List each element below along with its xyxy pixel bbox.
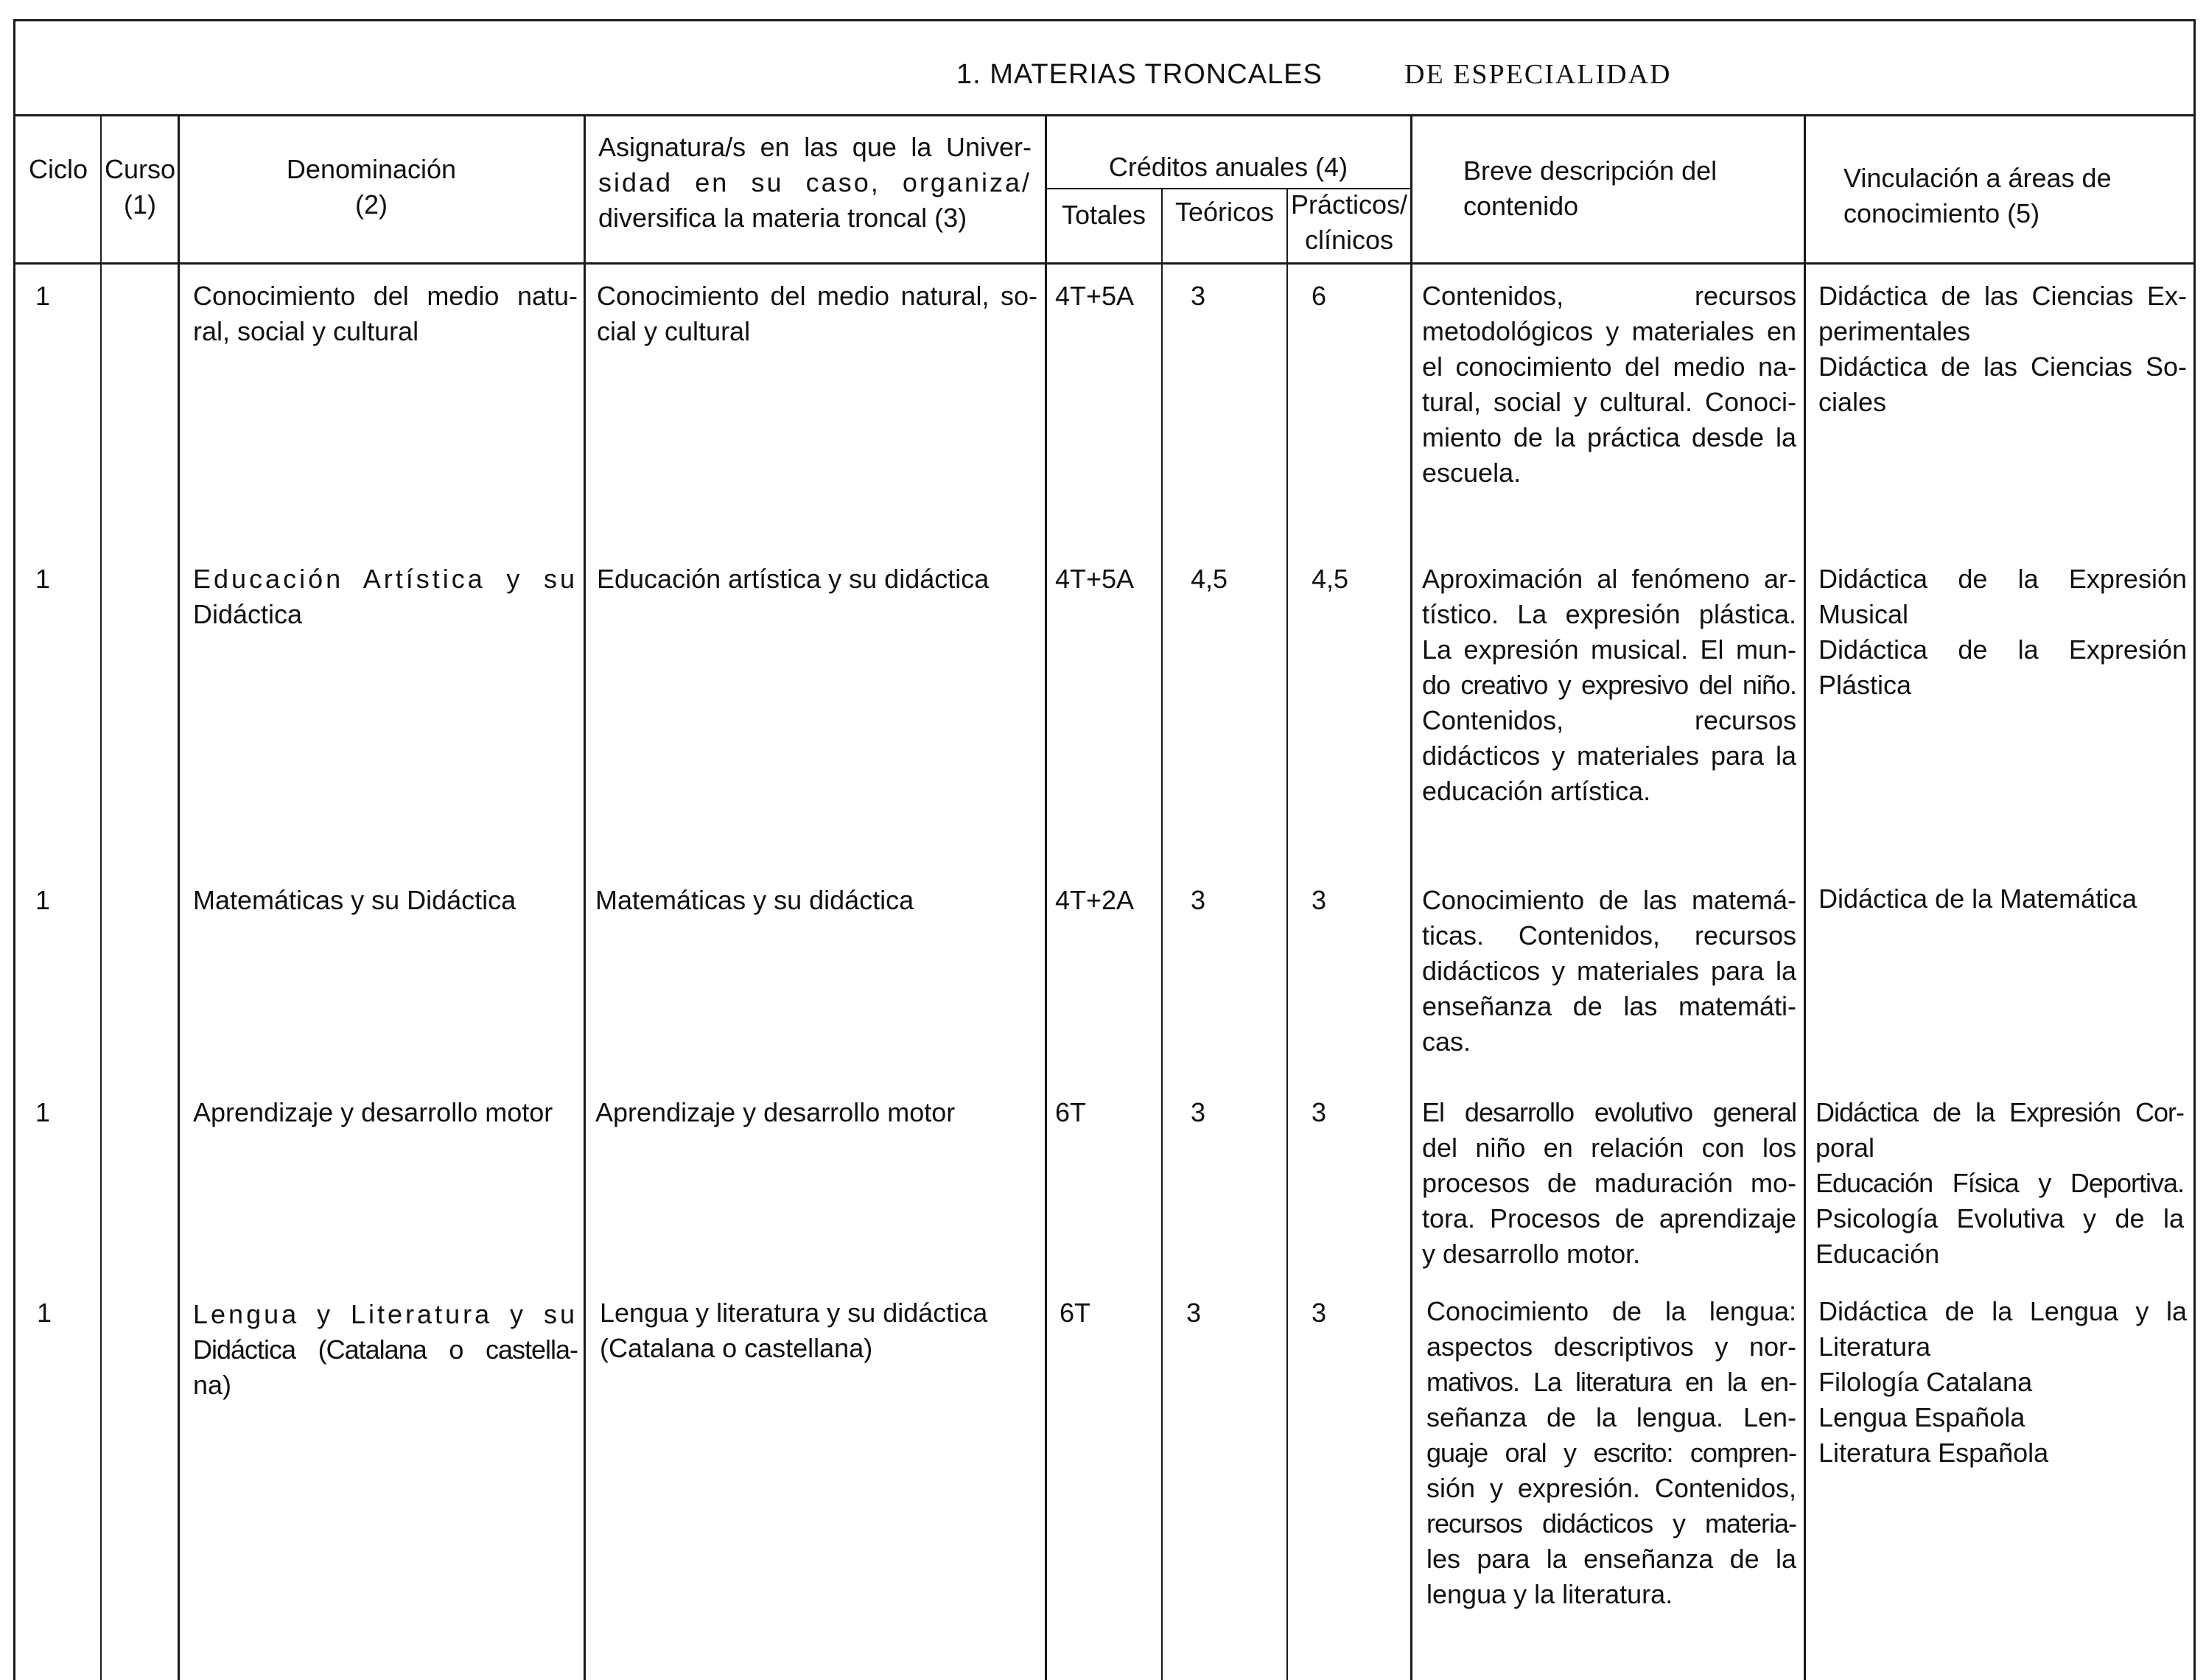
- table-title-main: 1. MATERIAS TRONCALES: [956, 59, 1323, 90]
- row-3-denominacion: [193, 883, 578, 918]
- row-4-descripcion: [1422, 1095, 1796, 1272]
- table-title: [956, 56, 1323, 93]
- row-4-descripcion-line-2: del niño en relación con los: [1422, 1133, 1796, 1163]
- row-3-denominacion-line-1: Matemáticas y su Didáctica: [193, 885, 517, 915]
- row-1-totales: 4T+5A: [1055, 281, 1135, 311]
- row-1-ciclo: 1: [35, 281, 51, 311]
- row-5-vinculacion-line-4: Lengua Española: [1818, 1402, 2025, 1432]
- col-divider-totales: [1161, 189, 1163, 1680]
- row-5-descripcion-line-6: sión y expresión. Contenidos,: [1426, 1473, 1796, 1503]
- col-divider-denominacion: [584, 116, 586, 1680]
- row-3-descripcion: [1422, 883, 1796, 1060]
- row-3-teoricos: 3: [1191, 885, 1206, 915]
- row-1-descripcion-line-2: metodológicos y materiales en: [1422, 316, 1796, 346]
- row-5-descripcion-line-7: recursos didácticos y materia-: [1426, 1508, 1796, 1539]
- header-bottom-border: [13, 262, 2196, 265]
- row-1-practicos: 6: [1312, 281, 1327, 311]
- header-ciclo: Ciclo: [28, 154, 88, 184]
- row-5-teoricos: 3: [1186, 1298, 1202, 1328]
- row-4-descripcion-line-3: procesos de maduración mo-: [1422, 1168, 1796, 1198]
- header-vinculacion-line-1: Vinculación a áreas de: [1843, 163, 2112, 193]
- row-1-descripcion-line-6: escuela.: [1422, 458, 1522, 488]
- row-2-vinculacion: [1818, 561, 2187, 703]
- row-4-denominacion: [193, 1095, 584, 1130]
- row-4-vinculacion-line-5: Educación: [1815, 1239, 1940, 1269]
- header-curso: [102, 152, 178, 223]
- row-5-totales: 6T: [1060, 1298, 1091, 1328]
- row-5-descripcion-line-3: mativos. La literatura en la en-: [1426, 1367, 1796, 1397]
- row-5-vinculacion-line-5: Literatura Española: [1818, 1438, 2049, 1468]
- row-1-vinculacion: [1818, 279, 2187, 420]
- row-1-descripcion-line-1: Contenidos, recursos: [1422, 281, 1796, 311]
- header-denominacion-line-1: Denominación: [286, 154, 457, 184]
- row-2-totales: 4T+5A: [1055, 564, 1135, 594]
- header-descripcion-line-1: Breve descripción del: [1463, 155, 1717, 186]
- col-divider-descripcion: [1804, 116, 1806, 1680]
- row-5-ciclo: 1: [37, 1298, 52, 1328]
- header-denominacion-line-2: (2): [355, 189, 388, 220]
- row-4-ciclo: 1: [35, 1097, 51, 1127]
- row-5-denominacion-line-3: na): [193, 1370, 232, 1400]
- row-2-descripcion-line-2: tístico. La expresión plástica.: [1422, 599, 1796, 629]
- row-1-descripcion-line-4: tural, social y cultural. Conoci-: [1422, 387, 1796, 417]
- header-creditos: Créditos anuales (4): [1108, 152, 1348, 182]
- row-3-ciclo: 1: [35, 885, 51, 915]
- row-4-vinculacion-line-4: Psicología Evolutiva y de la: [1815, 1203, 2184, 1233]
- row-2-descripcion-line-6: didácticos y materiales para la: [1422, 741, 1796, 771]
- col-divider-practicos: [1410, 116, 1412, 1680]
- row-2-vinculacion-line-4: Plástica: [1818, 670, 1912, 700]
- row-5-denominacion-line-2: Didáctica (Catalana o castella-: [193, 1334, 578, 1365]
- header-vinculacion: [1843, 161, 2112, 231]
- row-2-ciclo: 1: [35, 564, 51, 594]
- header-vinculacion-line-2: conocimiento (5): [1843, 198, 2040, 228]
- row-5-denominacion-line-1: Lengua y Literatura y su: [193, 1299, 578, 1329]
- row-2-teoricos: 4,5: [1191, 564, 1228, 594]
- row-2-descripcion-line-7: educación artística.: [1422, 776, 1651, 806]
- row-2-asignatura-line-1: Educación artística y su didáctica: [597, 564, 990, 594]
- row-5-descripcion-line-1: Conocimiento de la lengua:: [1426, 1296, 1796, 1326]
- row-1-vinculacion-line-1: Didáctica de las Ciencias Ex-: [1818, 281, 2187, 311]
- row-4-descripcion-line-1: El desarrollo evolutivo general: [1422, 1097, 1796, 1127]
- row-5-asignatura-line-2: (Catalana o castellana): [600, 1333, 873, 1363]
- header-practicos-line-2: clínicos: [1304, 225, 1394, 255]
- row-2-descripcion-line-3: La expresión musical. El mun-: [1422, 634, 1796, 665]
- row-4-descripcion-line-5: y desarrollo motor.: [1422, 1239, 1641, 1269]
- row-4-asignatura: [595, 1095, 1036, 1130]
- table-left-border: [13, 19, 15, 1680]
- row-2-descripcion-line-5: Contenidos, recursos: [1422, 705, 1796, 735]
- row-4-asignatura-line-1: Aprendizaje y desarrollo motor: [595, 1097, 956, 1127]
- header-curso-line-2: (1): [124, 189, 156, 220]
- header-asignaturas-line-1: Asignatura/s en las que la Univer-: [598, 132, 1032, 162]
- header-totales: Totales: [1061, 200, 1146, 230]
- row-1-descripcion: [1422, 279, 1796, 491]
- row-4-practicos: 3: [1312, 1097, 1327, 1127]
- header-descripcion-line-2: contenido: [1463, 191, 1579, 221]
- row-4-teoricos: 3: [1191, 1097, 1206, 1127]
- header-teoricos: Teóricos: [1174, 197, 1275, 227]
- title-row-border: [13, 114, 2196, 116]
- row-5-descripcion: [1426, 1294, 1796, 1612]
- row-1-denominacion: [193, 279, 578, 349]
- row-2-denominacion-line-1: Educación Artística y su: [193, 564, 578, 594]
- row-5-asignatura-line-1: Lengua y literatura y su didáctica: [600, 1298, 988, 1328]
- row-3-descripcion-line-2: ticas. Contenidos, recursos: [1422, 920, 1796, 951]
- row-5-vinculacion-line-1: Didáctica de la Lengua y la: [1818, 1296, 2187, 1326]
- row-1-vinculacion-line-3: Didáctica de las Ciencias So-: [1818, 351, 2187, 382]
- table-right-border: [2193, 19, 2196, 1680]
- header-asignaturas: [598, 130, 1032, 236]
- row-2-practicos: 4,5: [1312, 564, 1349, 594]
- row-3-asignatura: [595, 883, 1036, 918]
- row-2-denominacion-line-2: Didáctica: [193, 599, 303, 629]
- header-asignaturas-line-2: sidad en su caso, organiza/: [598, 167, 1032, 197]
- row-1-vinculacion-line-4: ciales: [1818, 387, 1887, 417]
- row-3-descripcion-line-5: cas.: [1422, 1026, 1471, 1057]
- header-curso-line-1: Curso: [104, 154, 176, 184]
- col-divider-curso: [178, 116, 180, 1680]
- row-5-descripcion-line-8: les para la enseñanza de la: [1426, 1544, 1796, 1574]
- row-3-descripcion-line-4: enseñanza de las matemáti-: [1422, 991, 1796, 1021]
- table-title-suffix: DE ESPECIALIDAD: [1404, 59, 1672, 90]
- row-5-vinculacion-line-3: Filología Catalana: [1818, 1367, 2033, 1397]
- row-5-descripcion-line-2: aspectos descriptivos y nor-: [1426, 1331, 1796, 1362]
- col-divider-ciclo: [100, 116, 102, 1680]
- table-top-border: [13, 19, 2196, 21]
- row-4-vinculacion-line-1: Didáctica de la Expresión Cor-: [1815, 1097, 2184, 1127]
- row-4-descripcion-line-4: tora. Procesos de aprendizaje: [1422, 1203, 1796, 1233]
- row-1-descripcion-line-5: miento de la práctica desde la: [1422, 422, 1796, 452]
- row-2-descripcion-line-4: do creativo y expresivo del niño.: [1422, 670, 1796, 700]
- row-1-teoricos: 3: [1191, 281, 1206, 311]
- row-1-denominacion-line-2: ral, social y cultural: [193, 316, 419, 346]
- col-divider-asignatura: [1045, 116, 1047, 1680]
- header-practicos-line-1: Prácticos/: [1290, 189, 1408, 220]
- row-5-denominacion: [193, 1297, 578, 1403]
- row-4-totales: 6T: [1055, 1097, 1087, 1127]
- row-5-asignatura: [600, 1295, 1040, 1366]
- row-1-asignatura-line-1: Conocimiento del medio natural, so-: [597, 281, 1037, 311]
- row-4-vinculacion-line-2: poral: [1815, 1133, 1875, 1163]
- header-denominacion: [180, 152, 563, 223]
- row-3-descripcion-line-3: didácticos y materiales para la: [1422, 956, 1796, 986]
- row-3-vinculacion: [1818, 881, 2187, 917]
- col-divider-teoricos: [1286, 189, 1288, 1680]
- row-1-descripcion-line-3: el conocimiento del medio na-: [1422, 351, 1796, 382]
- row-2-denominacion: [193, 561, 578, 632]
- row-4-vinculacion: [1815, 1095, 2184, 1272]
- row-1-vinculacion-line-2: perimentales: [1818, 316, 1971, 346]
- row-2-asignatura: [597, 561, 1037, 597]
- row-5-descripcion-line-5: guaje oral y escrito: compren-: [1426, 1438, 1796, 1468]
- row-4-vinculacion-line-3: Educación Física y Deportiva.: [1815, 1168, 2184, 1198]
- row-2-descripcion: [1422, 561, 1796, 809]
- row-5-vinculacion-line-2: Literatura: [1818, 1331, 1931, 1362]
- row-2-vinculacion-line-3: Didáctica de la Expresión: [1818, 634, 2187, 665]
- header-asignaturas-line-3: diversifica la materia troncal (3): [598, 203, 967, 233]
- row-1-asignatura-line-2: cial y cultural: [597, 316, 751, 346]
- row-2-descripcion-line-1: Aproximación al fenómeno ar-: [1422, 564, 1796, 594]
- row-3-practicos: 3: [1312, 885, 1327, 915]
- row-4-denominacion-line-1: Aprendizaje y desarrollo motor: [193, 1097, 553, 1127]
- row-5-practicos: 3: [1312, 1298, 1327, 1328]
- row-3-totales: 4T+2A: [1055, 885, 1135, 915]
- row-5-vinculacion: [1818, 1294, 2187, 1471]
- row-5-descripcion-line-4: señanza de la lengua. Len-: [1426, 1402, 1796, 1432]
- row-3-vinculacion-line-1: Didáctica de la Matemática: [1818, 883, 2137, 914]
- row-2-vinculacion-line-2: Musical: [1818, 599, 1909, 629]
- row-3-descripcion-line-1: Conocimiento de las matemá-: [1422, 885, 1796, 915]
- row-3-asignatura-line-1: Matemáticas y su didáctica: [595, 885, 914, 915]
- header-descripcion: [1463, 153, 1717, 224]
- header-practicos: [1288, 187, 1410, 258]
- row-1-asignatura: [597, 279, 1037, 349]
- row-5-descripcion-line-9: lengua y la literatura.: [1426, 1579, 1673, 1609]
- row-2-vinculacion-line-1: Didáctica de la Expresión: [1818, 564, 2187, 594]
- row-1-denominacion-line-1: Conocimiento del medio natu-: [193, 281, 578, 311]
